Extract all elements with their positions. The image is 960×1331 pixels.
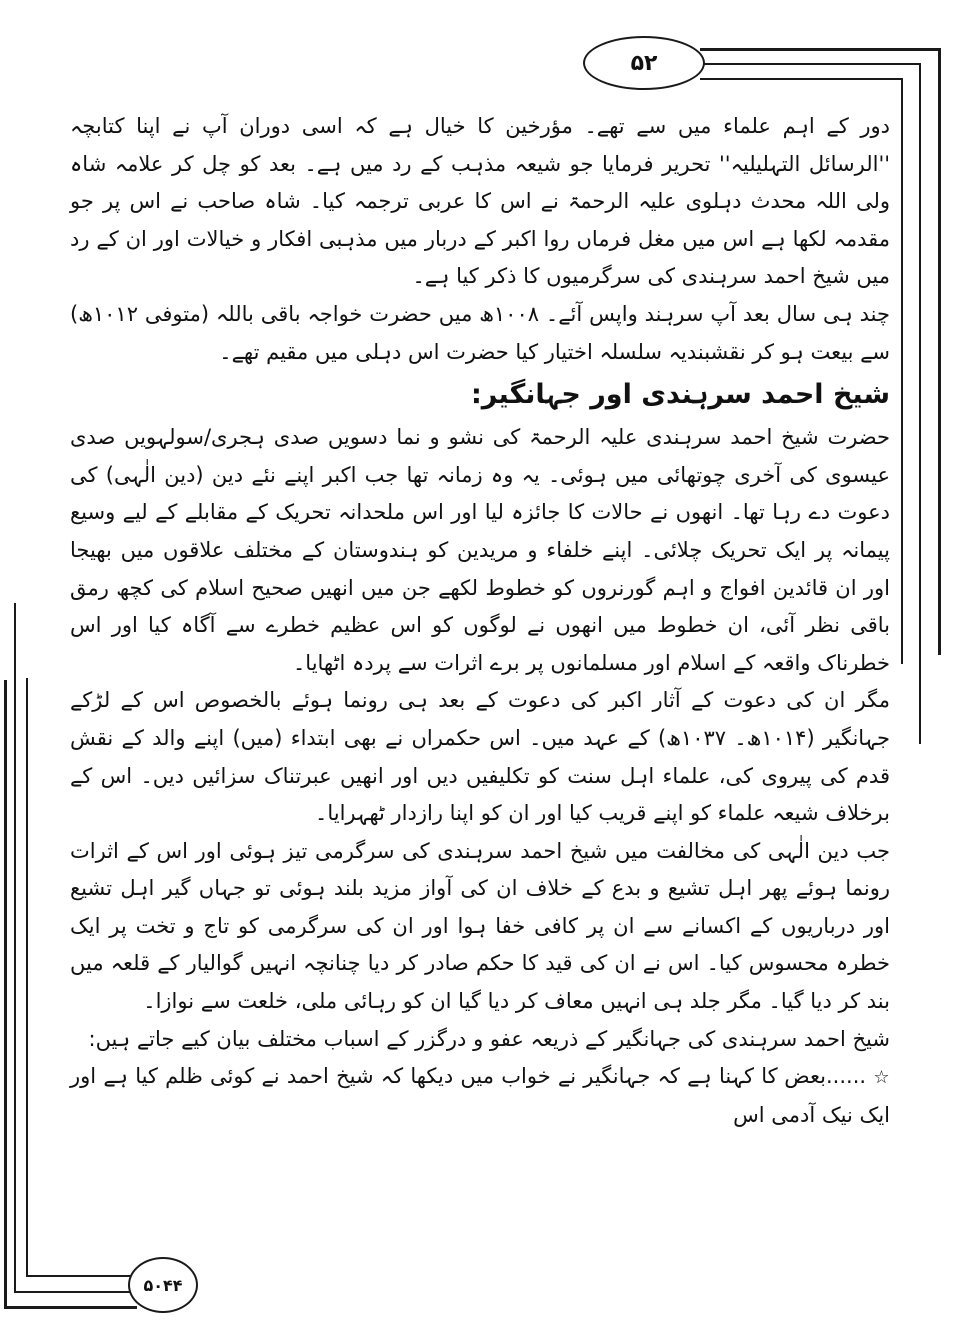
paragraph-6: شیخ احمد سرہندی کی جہانگیر کے ذریعہ عفو و درگزر کے اسباب مختلف بیان کیے جاتے ہیں: (88, 1026, 890, 1051)
page-number-bottom (128, 1257, 198, 1313)
bullet-item (70, 1058, 890, 1134)
bullet-text: ......بعض کا کہنا ہے کہ جہانگیر نے خواب میں دیکھا کہ شیخ احمد نے کوئی ظلم کیا ہے اور ایک نیک آدمی اس (70, 1064, 890, 1127)
page-number-top-text: ۵۲ (630, 50, 658, 76)
paragraph-1: دور کے اہم علماء میں سے تھے۔ مؤرخین کا خیال ہے کہ اسی دوران آپ نے اپنا کتابچہ ''الرسائل التہلیلیہ'' تحریر فرمایا جو شیعہ مذہب کے رد میں ہے۔ بعد کو چل کر علامہ شاہ ولی اللہ محدث دہلوی علیہ الرحمۃ نے اس کا عربی ترجمہ کیا۔ شاہ صاحب نے اس پر جو مقدمہ لکھا ہے اس میں مغل فرماں روا اکبر کے دربار میں مذہبی افکار و خیالات اور ان کے رد میں شیخ احمد سرہندی کی سرگرمیوں کا ذکر کیا ہے۔ (70, 114, 890, 289)
page-body (70, 108, 890, 1134)
page-number-bottom-text: ۵۰۴۴ (143, 1275, 183, 1295)
page-number-top (583, 36, 705, 90)
paragraph-4: مگر ان کی دعوت کے آثار اکبر کی دعوت کے بعد ہی رونما ہوئے بالخصوص اس کے لڑکے جہانگیر (۱۰۱۴ھ۔ ۱۰۳۷ھ) کے عہد میں۔ اس حکمراں نے بھی ابتداء (میں) اپنے والد کے نقش قدم کی پیروی کی، علماء اہل سنت کو تکلیفیں دیں اور انھیں عبرتناک سزائیں دیں۔ اس کے برخلاف شیعہ علماء کو اپنے قریب کیا اور ان کو اپنا رازدار ٹھہرایا۔ (70, 688, 890, 826)
paragraph-2: چند ہی سال بعد آپ سرہند واپس آئے۔ ۱۰۰۸ھ میں حضرت خواجہ باقی باللہ (متوفی ۱۰۱۲ھ) سے بیعت ہو کر نقشبندیہ سلسلہ اختیار کیا حضرت اس دہلی میں مقیم تھے۔ (70, 301, 890, 364)
paragraph-3: حضرت شیخ احمد سرہندی علیہ الرحمۃ کی نشو و نما دسویں صدی ہجری/سولہویں صدی عیسوی کی آخری چوتھائی میں ہوئی۔ یہ وہ زمانہ تھا جب اکبر اپنے نئے دین (دین الٰہی) کی دعوت دے رہا تھا۔ انھوں نے حالات کا جائزہ لیا اور اس ملحدانہ تحریک کے مقابلے کے لیے وسیع پیمانہ پر ایک تحریک چلائی۔ اپنے خلفاء و مریدین کو ہندوستان کے مختلف علاقوں میں بھیجا اور ان قائدین افواج و اہم گورنروں کو خطوط لکھے جن میں انھیں صحیح اسلام کی کچھ رمق باقی نظر آئی، ان خطوط میں انھوں نے لوگوں کو اس عظیم خطرے سے آگاہ کیا اور اس خطرناک واقعہ کے اسلام اور مسلمانوں پر برے اثرات سے پردہ اٹھایا۔ (70, 425, 890, 675)
section-heading: شیخ احمد سرہندی اور جہانگیر: (470, 379, 890, 411)
star-icon: ☆ (873, 1067, 891, 1089)
paragraph-5: جب دین الٰہی کی مخالفت میں شیخ احمد سرہندی کی سرگرمی تیز ہوئی اور اس کے اثرات رونما ہوئے پھر اہل تشیع و بدع کے خلاف ان کی آواز مزید بلند ہوئی تو جہاں گیر اہل تشیع اور درباریوں کے اکسانے سے ان پر کافی خفا ہوا اور ان کی سرگرمی کو تاج و تخت پر ایک خطرہ محسوس کیا۔ اس نے ان کی قید کا حکم صادر کر دیا چنانچہ انہیں گوالیار کے قلعہ میں بند کر دیا گیا۔ مگر جلد ہی انہیں معاف کر دیا گیا ان کو رہائی ملی، خلعت سے نوازا۔ (70, 838, 890, 1014)
